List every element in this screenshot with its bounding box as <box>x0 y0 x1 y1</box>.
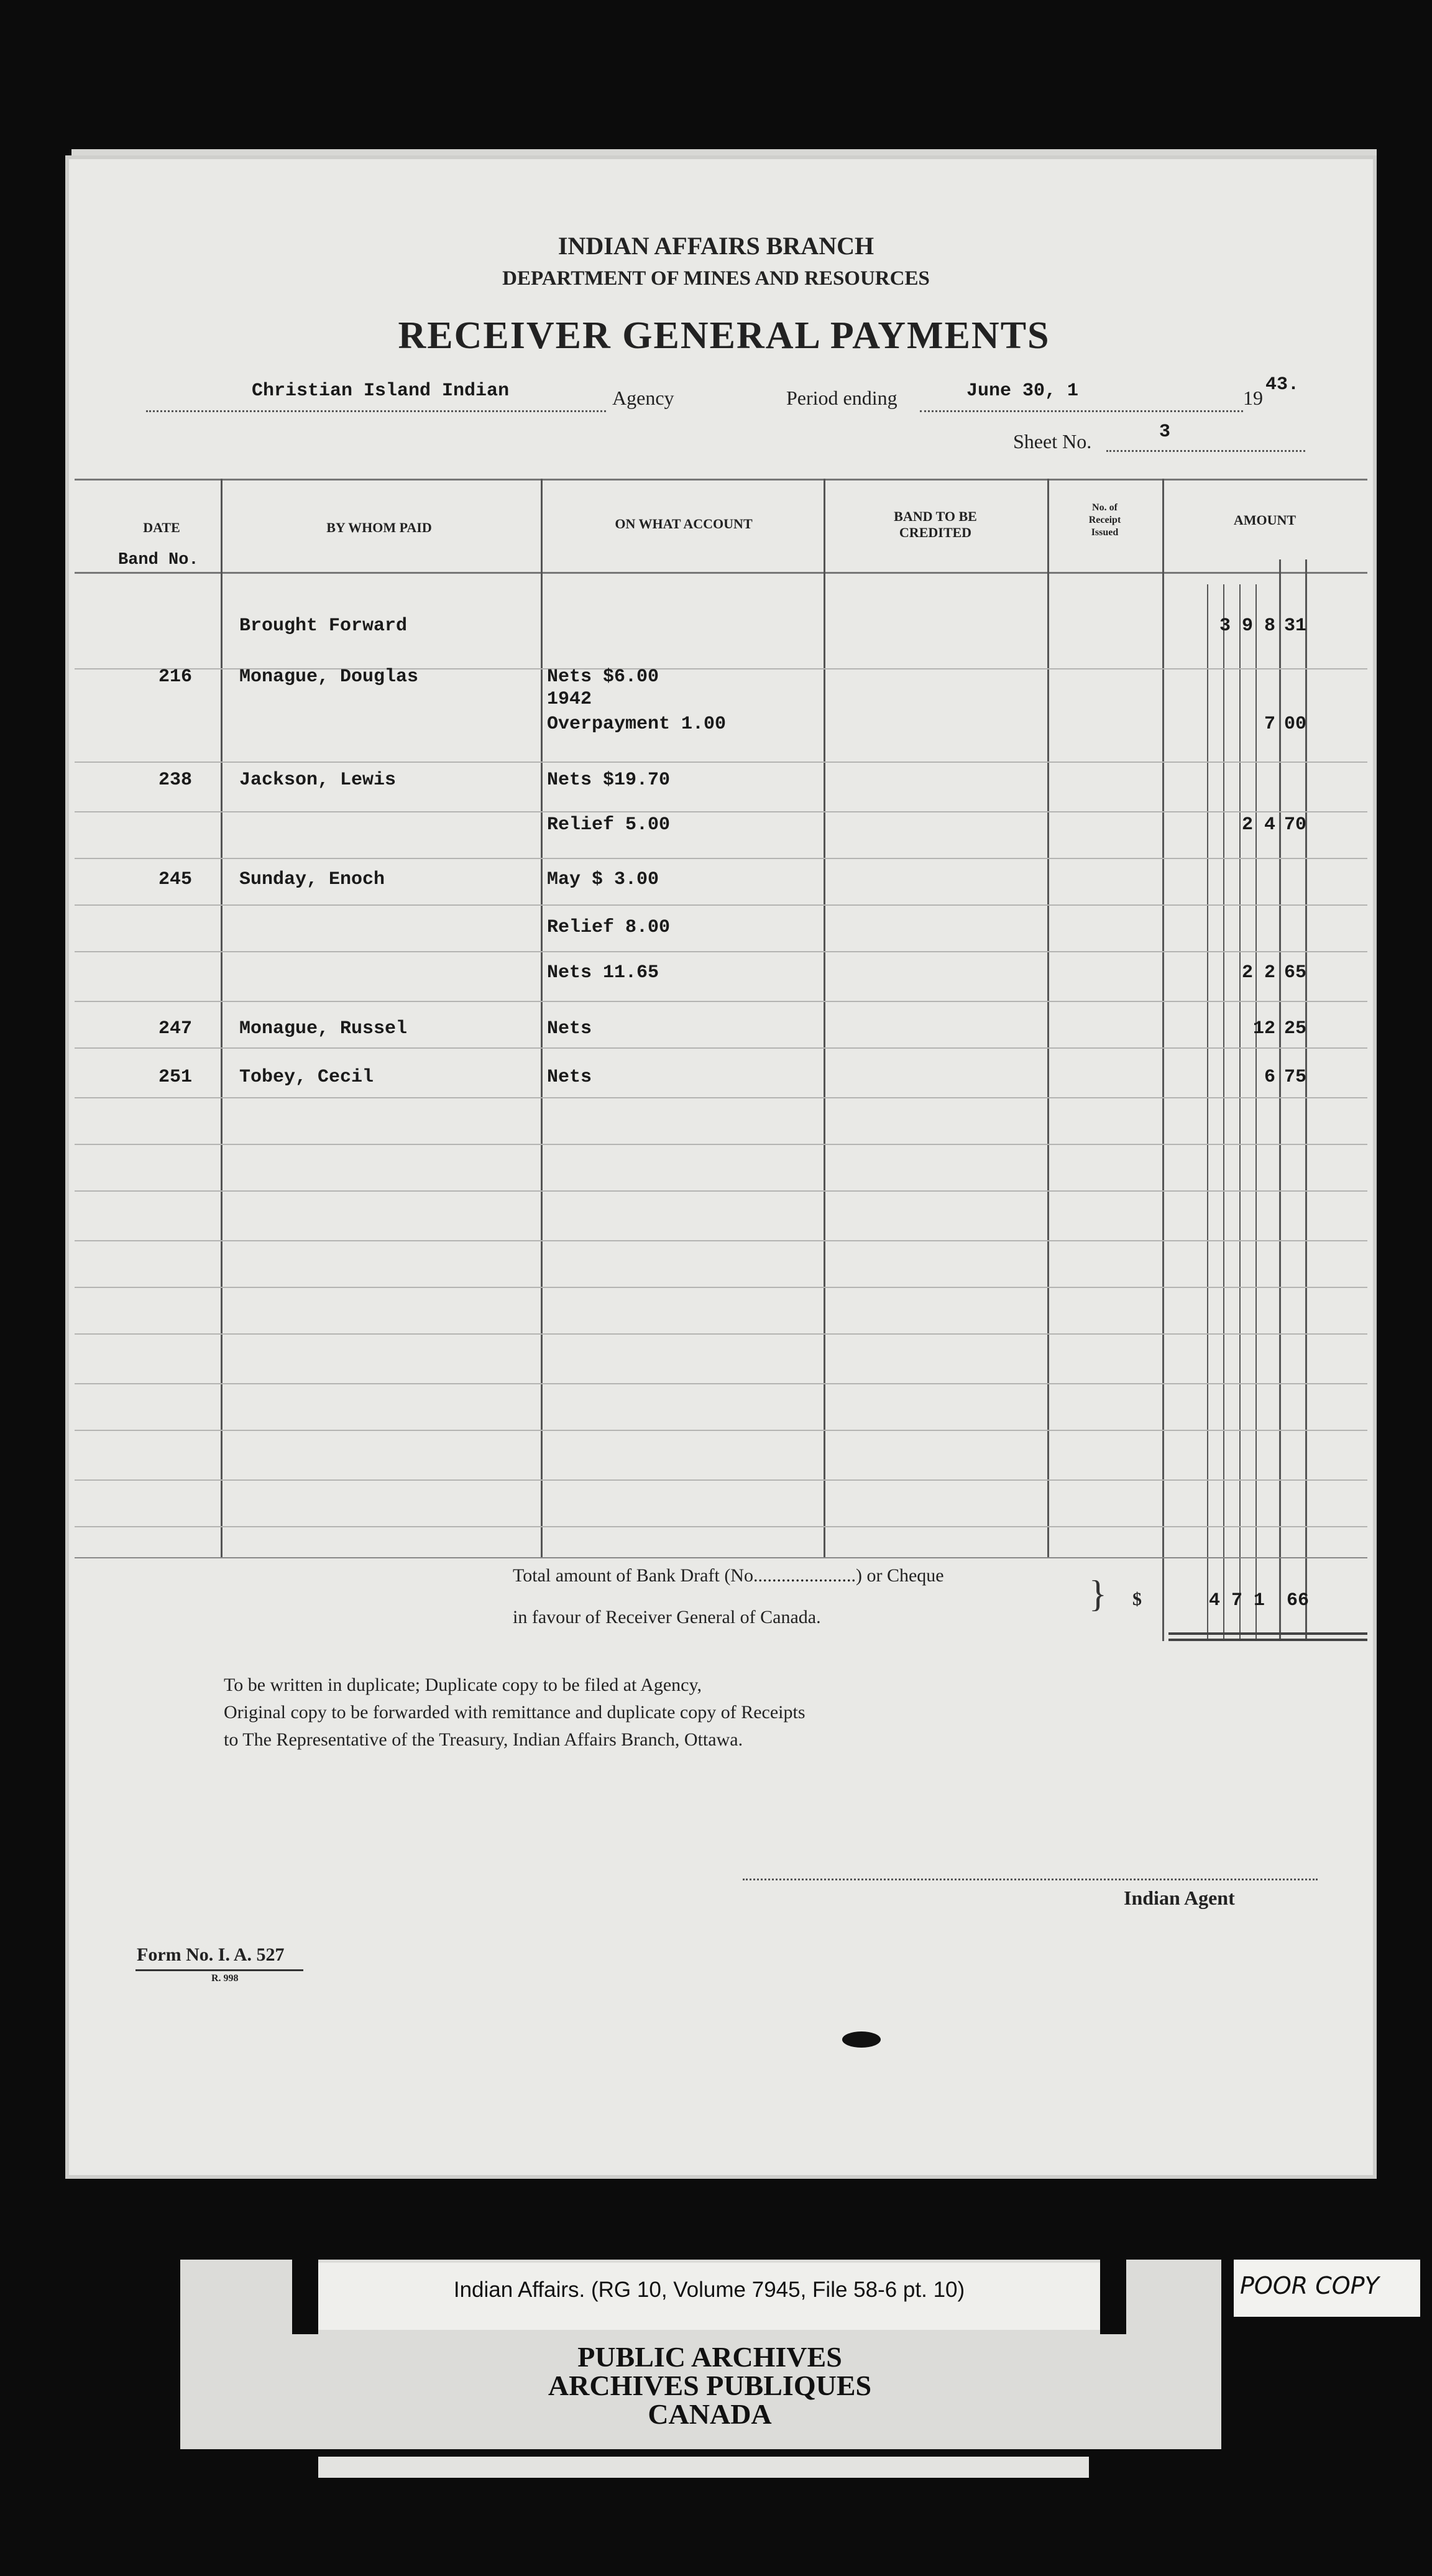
sheet-value: 3 <box>1159 421 1171 443</box>
total-line-1: Total amount of Bank Draft (No......................) or Cheque <box>513 1565 944 1586</box>
ruled-line <box>75 1430 1367 1431</box>
ruled-line <box>75 1526 1367 1527</box>
row-amount-cents: 31 <box>1284 615 1307 637</box>
amount-cents-divider <box>1279 559 1281 1641</box>
ruled-line <box>75 951 1367 952</box>
amount-subdivider-3 <box>1239 584 1241 1641</box>
department-title: DEPARTMENT OF MINES AND RESOURCES <box>502 267 930 290</box>
signature-label: Indian Agent <box>1124 1887 1235 1909</box>
table-bottom-rule <box>75 1557 1367 1558</box>
row-band-number: 238 <box>158 770 193 791</box>
row-amount-cents: 70 <box>1284 814 1307 835</box>
row-amount-dollars: 7 <box>1264 714 1275 735</box>
row-account: Overpayment 1.00 <box>547 714 727 735</box>
row-payer-name: Tobey, Cecil <box>239 1067 374 1088</box>
amount-subdivider-2 <box>1223 584 1224 1641</box>
poor-copy-note: POOR COPY <box>1240 2272 1379 2299</box>
row-account: Nets $6.00 <box>547 666 659 688</box>
ruled-line <box>75 1479 1367 1481</box>
ruled-line <box>75 1240 1367 1241</box>
period-value: June 30, 1 <box>966 380 1079 402</box>
header-band-no: Band No. <box>118 551 199 569</box>
period-label: Period ending <box>786 387 897 409</box>
total-cents: 66 <box>1287 1590 1310 1611</box>
amount-subdivider-4 <box>1255 584 1257 1641</box>
total-double-rule-1 <box>1168 1632 1367 1635</box>
header-receipt-3: Issued <box>1091 527 1119 538</box>
column-divider-name <box>541 479 543 1557</box>
row-amount-cents: 65 <box>1284 962 1307 983</box>
year-prefix: 19 <box>1243 387 1263 409</box>
column-divider-receipt <box>1162 479 1164 1641</box>
archive-line-1: PUBLIC ARCHIVES <box>577 2341 842 2373</box>
ruled-line <box>75 1097 1367 1098</box>
row-account: Nets $19.70 <box>547 770 671 791</box>
period-dotted-line <box>920 410 1243 412</box>
row-account: Nets <box>547 1067 592 1088</box>
agency-label: Agency <box>612 387 674 409</box>
table-top-rule <box>75 479 1367 481</box>
row-amount-dollars: 3 9 8 <box>1219 615 1275 637</box>
ruled-line <box>75 761 1367 763</box>
ruled-line <box>75 858 1367 859</box>
column-divider-band <box>1047 479 1049 1557</box>
ruled-line <box>75 811 1367 812</box>
row-band-number: 251 <box>158 1067 193 1088</box>
row-band-number: 247 <box>158 1018 193 1039</box>
header-receipt-2: Receipt <box>1088 515 1121 525</box>
row-account: Nets 11.65 <box>547 962 659 983</box>
agency-value: Christian Island Indian <box>252 380 510 402</box>
ruled-line <box>75 1333 1367 1335</box>
sheet-label: Sheet No. <box>1013 430 1092 453</box>
amount-subdivider-1 <box>1207 584 1208 1641</box>
row-account: May $ 3.00 <box>547 869 659 890</box>
branch-title: INDIAN AFFAIRS BRANCH <box>558 232 874 260</box>
ink-smudge <box>842 2031 881 2048</box>
ruled-line <box>75 1383 1367 1384</box>
ruled-line <box>75 1001 1367 1002</box>
header-band-credited-2: CREDITED <box>899 525 972 540</box>
archive-line-2: ARCHIVES PUBLIQUES <box>548 2370 872 2401</box>
header-by-whom: BY WHOM PAID <box>326 520 432 535</box>
header-date: DATE <box>143 520 180 535</box>
ruled-line <box>75 1047 1367 1049</box>
row-account: Nets <box>547 1018 592 1039</box>
row-payer-name: Jackson, Lewis <box>239 770 397 791</box>
row-amount-dollars: 2 4 <box>1241 814 1275 835</box>
form-number-underline <box>135 1969 303 1971</box>
row-band-number: 245 <box>158 869 193 890</box>
sheet-dotted-line <box>1106 450 1305 452</box>
ruled-line <box>75 1144 1367 1145</box>
row-amount-cents: 25 <box>1284 1018 1307 1039</box>
row-payer-name: Monague, Russel <box>239 1018 408 1039</box>
form-number: Form No. I. A. 527 <box>137 1944 285 1965</box>
archive-card-notch-right <box>1100 2260 1126 2334</box>
row-amount-cents: 00 <box>1284 714 1307 735</box>
archive-card-lower-strip <box>318 2457 1089 2478</box>
total-double-rule-2 <box>1168 1639 1367 1641</box>
total-dollars: 4 7 1 <box>1209 1590 1265 1611</box>
row-account: 1942 <box>547 689 592 710</box>
archive-reference: Indian Affairs. (RG 10, Volume 7945, File 58-6 pt. 10) <box>453 2278 965 2302</box>
form-title: RECEIVER GENERAL PAYMENTS <box>398 315 1050 357</box>
form-revision: R. 998 <box>211 1973 239 1984</box>
form-sheet <box>65 155 1377 2179</box>
total-line-2: in favour of Receiver General of Canada. <box>513 1607 821 1627</box>
row-amount-cents: 75 <box>1284 1067 1307 1088</box>
ruled-line <box>75 904 1367 906</box>
header-amount: AMOUNT <box>1233 512 1297 528</box>
row-amount-dollars: 6 <box>1264 1067 1275 1088</box>
archive-card-notch-left <box>292 2260 318 2334</box>
ruled-line <box>75 1287 1367 1288</box>
agency-dotted-line <box>146 410 606 412</box>
year-value: 43. <box>1265 374 1300 395</box>
signature-line <box>743 1879 1318 1880</box>
header-account: ON WHAT ACCOUNT <box>615 516 753 531</box>
column-divider-account <box>824 479 825 1557</box>
row-payer-name: Brought Forward <box>239 615 408 637</box>
row-payer-name: Monague, Douglas <box>239 666 419 688</box>
instruction-line-2: Original copy to be forwarded with remittance and duplicate copy of Receipts <box>224 1702 806 1723</box>
column-divider-date <box>221 479 223 1557</box>
ruled-line <box>75 1190 1367 1192</box>
header-bottom-rule <box>75 572 1367 574</box>
instruction-line-3: to The Representative of the Treasury, Indian Affairs Branch, Ottawa. <box>224 1729 743 1750</box>
header-band-credited-1: BAND TO BE <box>894 508 977 524</box>
row-amount-dollars: 12 <box>1252 1018 1275 1039</box>
total-brace: } <box>1089 1573 1107 1614</box>
row-payer-name: Sunday, Enoch <box>239 869 385 890</box>
header-receipt-1: No. of <box>1092 502 1118 513</box>
row-account: Relief 8.00 <box>547 917 671 938</box>
row-band-number: 216 <box>158 666 193 688</box>
instruction-line-1: To be written in duplicate; Duplicate copy to be filed at Agency, <box>224 1675 702 1695</box>
row-account: Relief 5.00 <box>547 814 671 835</box>
total-dollar-sign: $ <box>1132 1589 1142 1609</box>
row-amount-dollars: 2 2 <box>1241 962 1275 983</box>
archive-line-3: CANADA <box>648 2398 772 2430</box>
